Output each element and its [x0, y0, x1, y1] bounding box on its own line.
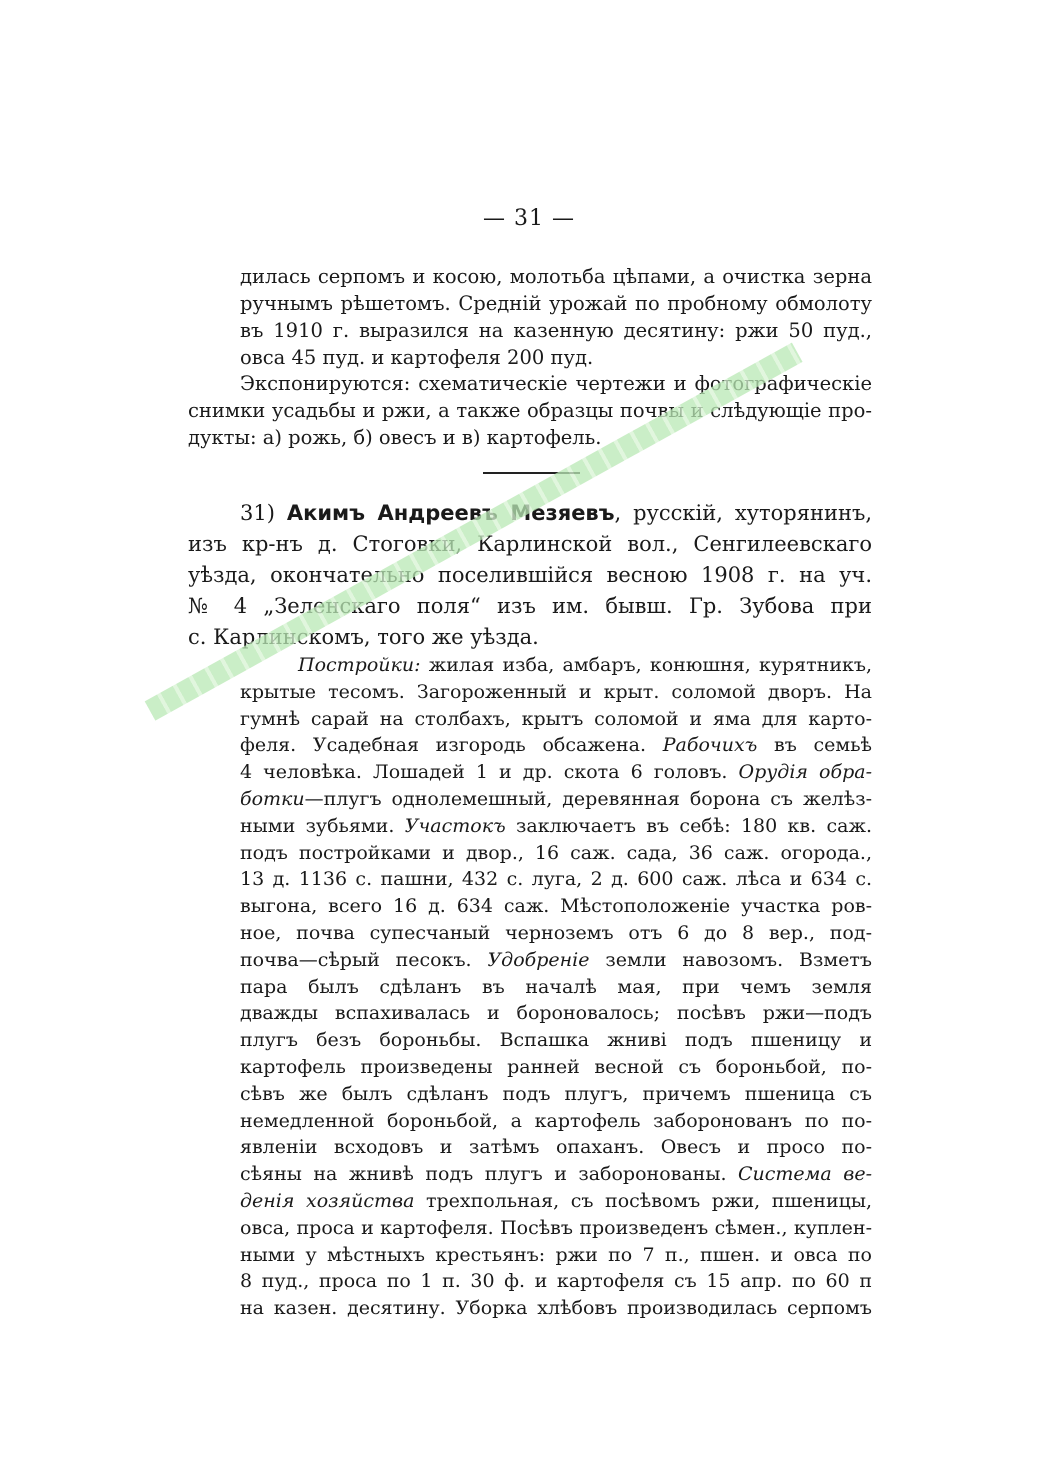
term-vedeniya: денiя хозяйства: [240, 1189, 415, 1212]
text-line: уѣзда, окончательно поселившiйся весною 1908 г. на уч.: [188, 563, 872, 587]
text-line: пара былъ сдѣланъ въ началѣ мая, при чемъ земля: [240, 975, 872, 998]
text-line: плугъ безъ бороньбы. Вспашка жниві подъ пшеницу и: [240, 1029, 872, 1052]
text-span: въ семьѣ: [757, 734, 872, 757]
text-line: въ 1910 г. выразился на казенную десятину: ржи 50 пуд.,: [240, 319, 872, 342]
text-line: ручнымъ рѣшетомъ. Среднiй урожай по пробному обмолоту: [240, 292, 872, 315]
text-line: 8 пуд., проса по 1 п. 30 ф. и картофеля съ 15 апр. по 60 п: [240, 1270, 872, 1293]
text-line: гумнѣ сарай на столбахъ, крытъ соломой и яма для карто-: [240, 707, 872, 730]
text-line: дважды вспахивалась и бороновалось; посѣвъ ржи—подъ: [240, 1002, 872, 1025]
text-line: 13 д. 1136 с. пашни, 432 с. луга, 2 д. 600 саж. лѣса и 634 с.: [240, 868, 872, 891]
text-span: ными зубьями.: [240, 814, 405, 837]
text-line: [240, 759, 872, 786]
term-uchastok: Участокъ: [404, 814, 506, 837]
text-span: заключаетъ въ себѣ: 180 кв. саж.: [505, 814, 872, 837]
text-line: изъ кр-нъ д. Стоговки, Карлинской вол., Сенгилеевскаго: [188, 532, 872, 556]
term-postroyki: Постройки:: [298, 654, 421, 676]
entry-description: , русскiй, хуторянинъ,: [614, 501, 872, 525]
text-line: ное, почва супесчаный черноземъ отъ 6 до 8 вер., под-: [240, 921, 872, 944]
text-line: крытые тесомъ. Загороженный и крыт. соломой дворъ. На: [240, 680, 872, 703]
text-span: почва—сѣрый песокъ.: [240, 948, 488, 971]
entry-number: 31): [240, 501, 275, 525]
entry-name: Акимъ Андреевъ Мезяевъ: [286, 501, 615, 525]
text-span: жилая изба, амбаръ, конюшня, курятникъ,: [420, 654, 872, 676]
text-span: 4 человѣка. Лошадей 1 и др. скота 6 головъ.: [240, 761, 739, 784]
text-span: —плугъ однолемешный, деревянная борона съ желѣз-: [304, 787, 872, 810]
text-line: Экспонируются: схематическiе чертежи и фотографическiе: [240, 372, 872, 395]
term-obrabotki: ботки: [240, 787, 305, 810]
term-rabochikh: Рабочихъ: [662, 734, 758, 757]
text-span: феля. Усадебная изгородь обсажена.: [240, 734, 663, 757]
text-line: [240, 1188, 872, 1215]
text-line: дилась серпомъ и косою, молотьба цѣпами, а очистка зерна: [240, 265, 872, 288]
text-span: земли навозомъ. Взметъ: [589, 948, 872, 971]
text-line: выгона, всего 16 д. 634 саж. Мѣстоположенiе участка ров-: [240, 895, 872, 918]
term-sistema: Система ве-: [738, 1163, 872, 1186]
text-line: снимки усадьбы и ржи, а также образцы почвы и слѣдующiе про-: [188, 399, 872, 422]
text-line: [240, 947, 872, 974]
text-line: подъ постройками и двор., 16 саж. сада, 36 саж. огорода.,: [240, 841, 872, 864]
text-span: трехпольная, съ посѣвомъ ржи, пшеницы,: [414, 1189, 872, 1212]
text-line: немедленной бороньбой, а картофель заборонованъ по по-: [240, 1109, 872, 1132]
text-line: ными у мѣстныхъ крестьянъ: ржи по 7 п., пшен. и овса по: [240, 1243, 872, 1266]
entry-body: [240, 652, 872, 1322]
text-line: [298, 652, 872, 679]
text-line: с. Карлинскомъ, того же уѣзда.: [188, 625, 539, 649]
text-line: овса 45 пуд. и картофеля 200 пуд.: [240, 346, 594, 369]
text-line: [240, 786, 872, 813]
text-line: картофель произведены ранней весной съ бороньбой, по-: [240, 1055, 872, 1078]
text-line: на казен. десятину. Уборка хлѣбовъ производилась серпомъ: [240, 1297, 872, 1320]
text-line: явленiи всходовъ и затѣмъ опаханъ. Овесъ и просо по-: [240, 1136, 872, 1159]
text-line: сѣвъ же былъ сдѣланъ подъ плугъ, причемъ пшеница съ: [240, 1082, 872, 1105]
text-line: [240, 813, 872, 840]
page-number: — 31 —: [483, 206, 575, 231]
term-udobrenie: Удобренiе: [487, 948, 590, 971]
text-span: сѣяны на жнивѣ подъ плугъ и заборонованы.: [240, 1163, 738, 1186]
text-line: дукты: а) рожь, б) овесъ и в) картофель.: [188, 426, 602, 449]
text-line: [240, 732, 872, 759]
text-line: [240, 1161, 872, 1188]
entry-first-line: [240, 498, 872, 529]
term-orudiya: Орудiя обра-: [738, 761, 872, 784]
exhibits-paragraph: [188, 370, 872, 451]
text-line: № 4 „Зеленскаго поля“ изъ им. бывш. Гр. Зубова при: [188, 594, 872, 618]
text-line: овса, проса и картофеля. Посѣвъ произведенъ сѣмен., куплен-: [240, 1216, 872, 1239]
